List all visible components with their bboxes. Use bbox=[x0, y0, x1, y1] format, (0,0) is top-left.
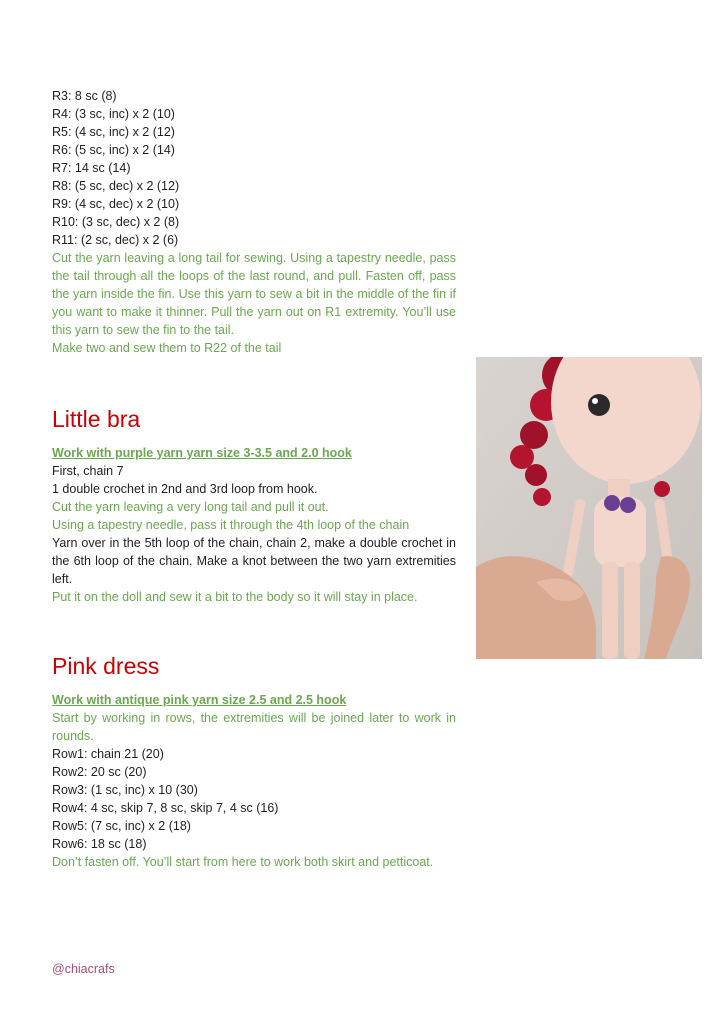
bra-materials: Work with purple yarn yarn size 3-3.5 and 2.0 hook bbox=[52, 446, 352, 460]
dress-section bbox=[52, 651, 456, 871]
fin-section bbox=[52, 87, 456, 357]
round-line: R8: (5 sc, dec) x 2 (12) bbox=[52, 179, 180, 193]
round-line: R10: (3 sc, dec) x 2 (8) bbox=[52, 215, 180, 229]
fin-instructions-final: Make two and sew them to R22 of the tail bbox=[52, 341, 282, 355]
bra-heading: Little bra bbox=[52, 406, 141, 432]
dress-row: Row3: (1 sc, inc) x 10 (30) bbox=[52, 783, 198, 797]
bra-step: First, chain 7 bbox=[52, 464, 124, 478]
round-line: R6: (5 sc, inc) x 2 (14) bbox=[52, 143, 175, 157]
bra-step: Put it on the doll and sew it a bit to the body so it will stay in place. bbox=[52, 590, 418, 604]
round-line: R5: (4 sc, inc) x 2 (12) bbox=[52, 125, 175, 139]
round-line: R3: 8 sc (8) bbox=[52, 89, 117, 103]
dress-outro: Don’t fasten off. You’ll start from here to work both skirt and petticoat. bbox=[52, 855, 434, 869]
dress-row: Row2: 20 sc (20) bbox=[52, 765, 147, 779]
round-line: R4: (3 sc, inc) x 2 (10) bbox=[52, 107, 175, 121]
round-line: R11: (2 sc, dec) x 2 (6) bbox=[52, 233, 179, 247]
round-line: R7: 14 sc (14) bbox=[52, 161, 131, 175]
doll-photo bbox=[476, 357, 702, 659]
dress-row: Row1: chain 21 (20) bbox=[52, 747, 164, 761]
dress-row: Row4: 4 sc, skip 7, 8 sc, skip 7, 4 sc (16) bbox=[52, 801, 279, 815]
dress-heading: Pink dress bbox=[52, 653, 160, 679]
dress-materials: Work with antique pink yarn size 2.5 and 2.5 hook bbox=[52, 693, 347, 707]
fin-instructions: Cut the yarn leaving a long tail for sewing. Using a tapestry needle, pass the tail through all the loops of the last round, and pull. Fasten off, pass the yarn inside the fin. Use this yarn to sew a bit in the middle of the fin if you want to make it thinner. Pull the yarn out on R1 extremity. You’ll use this yarn to sew the fin to the tail. bbox=[52, 251, 456, 337]
dress-row: Row6: 18 sc (18) bbox=[52, 837, 147, 851]
bra-step: Using a tapestry needle, pass it through the 4th loop of the chain bbox=[52, 518, 410, 532]
round-line: R9: (4 sc, dec) x 2 (10) bbox=[52, 197, 180, 211]
dress-intro: Start by working in rows, the extremities will be joined later to work in rounds. bbox=[52, 711, 456, 743]
bra-section bbox=[52, 404, 456, 606]
bra-step: Cut the yarn leaving a very long tail and pull it out. bbox=[52, 500, 329, 514]
bra-step: Yarn over in the 5th loop of the chain, chain 2, make a double crochet in the 6th loop of the chain. Make a knot between the two yarn extremities left. bbox=[52, 536, 456, 586]
bra-step: 1 double crochet in 2nd and 3rd loop from hook. bbox=[52, 482, 318, 496]
footer-handle: @chiacrafs bbox=[52, 962, 115, 976]
dress-row: Row5: (7 sc, inc) x 2 (18) bbox=[52, 819, 191, 833]
